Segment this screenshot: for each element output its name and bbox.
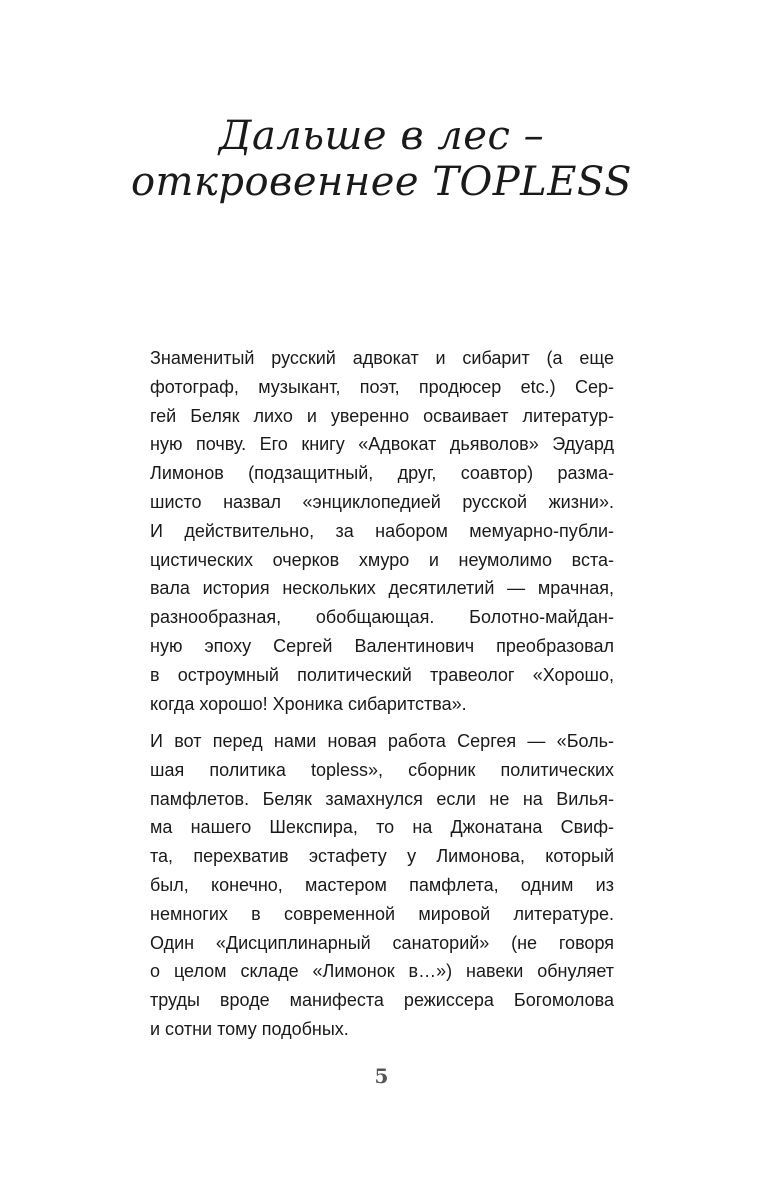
text-line: ную почву. Его книгу «Адвокат дьяволов» Эдуард bbox=[150, 434, 614, 455]
paragraph-2 bbox=[150, 727, 614, 1044]
text-line: гей Беляк лихо и уверенно осваивает литератур- bbox=[150, 405, 614, 426]
text-line: памфлетов. Беляк замахнулся если не на Вилья- bbox=[150, 788, 614, 809]
text-line: та, перехватив эстафету у Лимонова, который bbox=[150, 846, 614, 867]
text-line: Один «Дисциплинарный санаторий» (не говоря bbox=[150, 932, 614, 953]
text-line: труды вроде манифеста режиссера Богомолова bbox=[150, 990, 614, 1011]
page-number: 5 bbox=[374, 1064, 389, 1088]
text-line: шая политика topless», сборник политических bbox=[150, 759, 614, 780]
text-line: Лимонов (подзащитный, друг, соавтор) разма- bbox=[150, 463, 614, 484]
text-line: И действительно, за набором мемуарно-публи- bbox=[150, 520, 614, 541]
text-line: был, конечно, мастером памфлета, одним из bbox=[150, 874, 614, 895]
text-line: и сотни тому подобных. bbox=[150, 1018, 349, 1039]
text-line: фотограф, музыкант, поэт, продюсер etc.) Сер- bbox=[150, 376, 614, 397]
text-line: вала история нескольких десятилетий — мрачная, bbox=[150, 578, 614, 599]
text-line: разнообразная, обобщающая. Болотно-майдан- bbox=[150, 607, 614, 628]
text-line: о целом складе «Лимонок в…») навеки обнуляет bbox=[150, 961, 614, 982]
paragraph-1 bbox=[150, 344, 614, 718]
text-line: немногих в современной мировой литературе. bbox=[150, 903, 614, 924]
text-line: цистических очерков хмуро и неумолимо вста- bbox=[150, 549, 614, 570]
text-line: когда хорошо! Хроника сибаритства». bbox=[150, 693, 467, 714]
text-line: ма нашего Шекспира, то на Джонатана Свиф- bbox=[150, 817, 614, 838]
chapter-title-line-1: Дальше в лес – bbox=[218, 113, 545, 159]
text-line: Знаменитый русский адвокат и сибарит (а еще bbox=[150, 348, 614, 368]
chapter-title-line-2: откровеннее TOPLESS bbox=[130, 159, 633, 205]
text-line: ную эпоху Сергей Валентинович преобразовал bbox=[150, 635, 614, 656]
text-line: шисто назвал «энциклопедией русской жизни». bbox=[150, 491, 614, 512]
text-line: И вот перед нами новая работа Сергея — «Боль- bbox=[150, 731, 614, 751]
text-line: в остроумный политический травеолог «Хорошо, bbox=[150, 664, 614, 685]
